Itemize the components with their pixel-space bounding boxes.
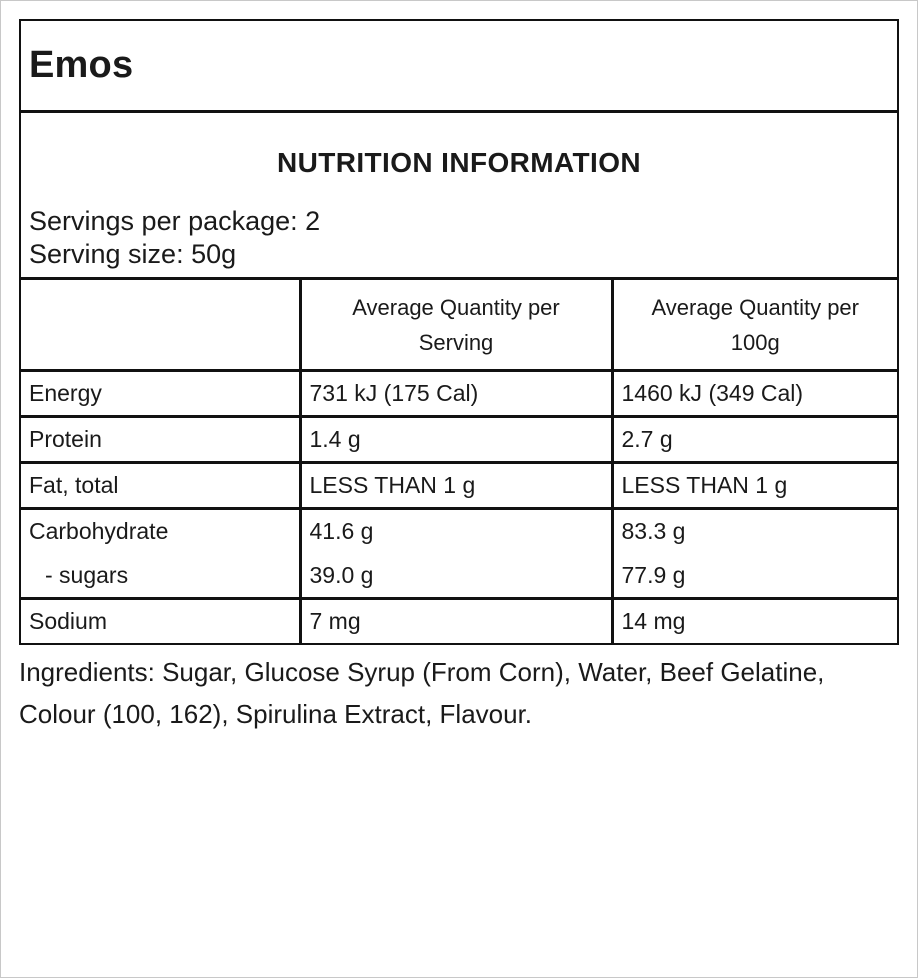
per-100g-value: 77.9 g bbox=[612, 553, 897, 599]
nutrient-name: Carbohydrate bbox=[29, 518, 169, 544]
table-header-row bbox=[21, 280, 897, 371]
nutrition-table bbox=[21, 280, 897, 643]
table-row-sugars bbox=[21, 553, 897, 599]
nutrition-panel bbox=[19, 19, 899, 645]
per-serving-value: 1.4 g bbox=[300, 417, 612, 463]
nutrition-title: NUTRITION INFORMATION bbox=[276, 147, 642, 178]
nutrient-name: Energy bbox=[21, 371, 300, 417]
per-100g-value: 83.3 g bbox=[612, 509, 897, 554]
nutrition-header bbox=[21, 113, 897, 280]
nutrient-name: Protein bbox=[21, 417, 300, 463]
per-serving-value: 7 mg bbox=[300, 599, 612, 644]
column-header-nutrient bbox=[21, 280, 300, 371]
ingredients-text: Ingredients: Sugar, Glucose Syrup (From Corn), Water, Beef Gelatine, Colour (100, 162), Spirulina Extract, Flavour. bbox=[19, 657, 825, 729]
per-serving-value: 731 kJ (175 Cal) bbox=[300, 371, 612, 417]
nutrient-name: - sugars bbox=[21, 553, 300, 599]
serving-size: Serving size: 50g bbox=[29, 239, 237, 269]
servings-per-package: Servings per package: 2 bbox=[29, 206, 321, 236]
per-100g-value: 1460 kJ (349 Cal) bbox=[612, 371, 897, 417]
table-row-energy bbox=[21, 371, 897, 417]
nutrient-name: Fat, total bbox=[21, 463, 300, 509]
table-row-sodium bbox=[21, 599, 897, 644]
column-header-per-serving: Average Quantity per Serving bbox=[300, 280, 612, 371]
product-name: Emos bbox=[21, 21, 897, 113]
per-serving-value: LESS THAN 1 g bbox=[300, 463, 612, 509]
per-serving-value: 41.6 g bbox=[300, 509, 612, 554]
servings-info bbox=[29, 205, 320, 271]
per-100g-value: LESS THAN 1 g bbox=[612, 463, 897, 509]
table-row-protein bbox=[21, 417, 897, 463]
per-serving-value: 39.0 g bbox=[300, 553, 612, 599]
per-100g-value: 2.7 g bbox=[612, 417, 897, 463]
nutrient-name: Sodium bbox=[29, 608, 107, 634]
table-row-carbohydrate bbox=[21, 509, 897, 554]
table-row-fat bbox=[21, 463, 897, 509]
per-100g-value: 14 mg bbox=[612, 599, 897, 644]
column-header-per-100g: Average Quantity per 100g bbox=[612, 280, 897, 371]
